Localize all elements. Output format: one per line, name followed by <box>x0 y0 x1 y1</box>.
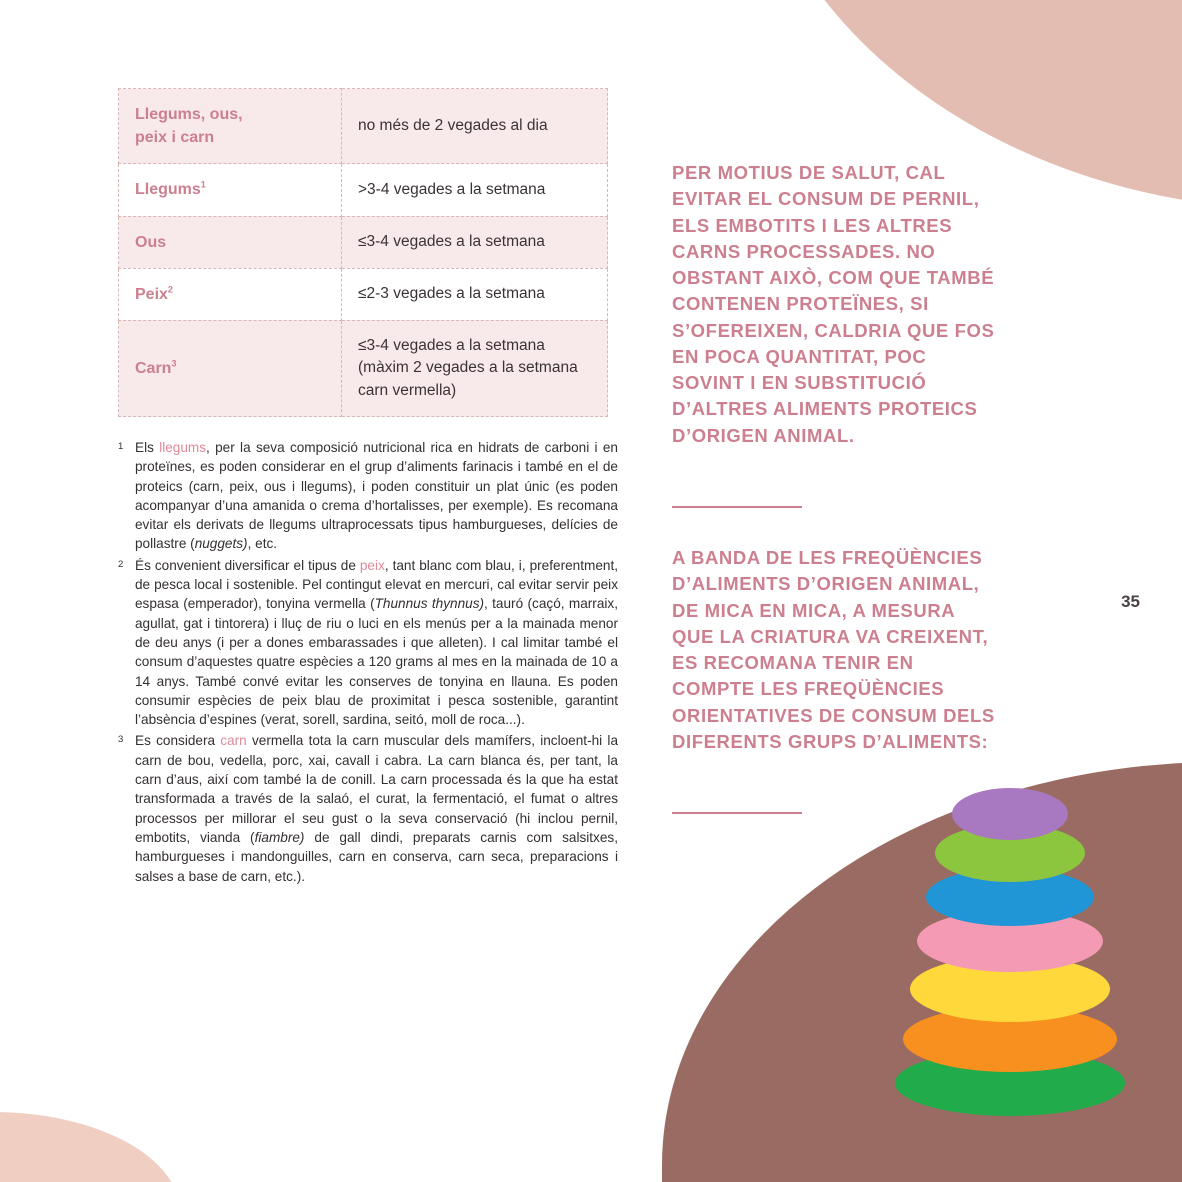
footnote-number: 1 <box>118 441 124 452</box>
value-line-1: ≤3-4 vegades a la setmana <box>358 336 545 354</box>
label-text: Carn <box>135 360 172 378</box>
table-cell-value: >3-4 vegades a la setmana <box>342 164 608 216</box>
label-text: Peix <box>135 285 168 303</box>
table-cell-label <box>119 216 342 268</box>
toy-ring-purple <box>952 788 1068 840</box>
table-row <box>119 268 608 320</box>
table-cell-label <box>119 89 342 164</box>
footnote-marker: 2 <box>167 284 173 295</box>
footnote-text: Els llegums, per la seva composició nutricional rica en hidrats de carboni i en proteïnes, es poden considerar en el grup d’aliments farinacis i també en el de proteics (carn, peix, ous i llegums), i poden constituir un plat únic (es poden acompanyar d’una amanida o crema d’hortalisses, per exemple). Es recomana evitar els derivats de llegums ultraprocessats tipus hamburgueses, delícies de pollastre (nuggets), etc. <box>135 440 618 552</box>
value-line-3: carn vermella) <box>358 381 457 399</box>
table-row <box>119 89 608 164</box>
table-row <box>119 216 608 268</box>
footnote-number: 3 <box>118 734 124 746</box>
frequency-table <box>118 88 608 417</box>
table-cell-label <box>119 320 342 416</box>
callout-frequency-note: A BANDA DE LES FREQÜÈNCIES D’ALIMENTS D’ORIGEN ANIMAL, DE MICA EN MICA, A MESURA QUE LA CRIATURA VA CREIXENT, ES RECOMANA TENIR EN COMPTE LES FREQÜÈNCIES ORIENTATIVES DE CONSUM DELS DIFERENTS GRUPS D’ALIMENTS: <box>672 547 995 752</box>
table-cell-label <box>119 164 342 216</box>
footnote-text: És convenient diversificar el tipus de peix, tant blanc com blau, i, preferentment, de pesca local i sostenible. Pel contingut elevat en mercuri, cal evitar servir peix espasa (emperador), tonyina vermella (Thunnus thynnus), tauró (caçó, marraix, agullat, gat i tintorera) i lluç de riu o luci en els menús per a la mainada menor de deu anys (i per a dones embarassades i que alleten). I cal limitar també el consum d’aquestes quatre espècies a 120 grams al mes en la mainada de 10 a 14 anys. També convé evitar les conserves de tonyina en llauna. Es poden consumir espècies de peix blau de proximitat i pesca sostenible, garantint l’absència d’espines (verat, sorell, sardina, seitó, moll de roca...). <box>135 557 618 728</box>
value-line-2: (màxim 2 vegades a la setmana <box>358 359 578 377</box>
table-row <box>119 164 608 216</box>
decorative-shape-bottom-left <box>0 1112 180 1182</box>
footnote-2 <box>118 556 618 730</box>
callout-divider <box>672 506 802 508</box>
table-row <box>119 320 608 416</box>
callout-health-note: PER MOTIUS DE SALUT, CAL EVITAR EL CONSUM DE PERNIL, ELS EMBOTITS I LES ALTRES CARNS PROCESSADES. NO OBSTANT AIXÒ, COM QUE TAMBÉ CONTENEN PROTEÏNES, SI S’OFEREIXEN, CALDRIA QUE FOS EN POCA QUANTITAT, POC SOVINT I EN SUBSTITUCIÓ D’ALTRES ALIMENTS PROTEICS D’ORIGEN ANIMAL. <box>672 162 995 446</box>
label-line-1: Llegums, ous, <box>135 106 243 123</box>
footnote-marker: 1 <box>200 180 206 191</box>
footnote-3 <box>118 731 618 885</box>
page-number: 35 <box>1121 592 1140 611</box>
callout-divider <box>672 812 802 814</box>
footnote-text: Es considera carn vermella tota la carn muscular dels mamífers, incloent-hi la carn de bou, vedella, porc, xai, cavall i cabra. La carn blanca és, per tant, la carn d’aus, així com també la de conill. La carn processada és la que ha estat transformada a través de la salaó, el curat, la fermentació, el fumat o altres processos per millorar el seu gust o la seva conservació (hi inclou pernil, embotits, vianda (fiambre) de gall dindi, preparats carnis com salsitxes, hamburgueses i mandonguilles, carn en conserva, carn seca, preparacions i salses a base de carn, etc.). <box>135 733 619 884</box>
frequency-table-container <box>118 88 608 417</box>
label-text: Llegums <box>135 181 201 199</box>
label-line-2: peix i carn <box>135 129 215 147</box>
table-cell-value <box>342 320 608 416</box>
table-cell-value: ≤3-4 vegades a la setmana <box>342 216 608 268</box>
footnote-marker: 3 <box>171 358 177 369</box>
footnotes-block <box>118 438 618 888</box>
footnote-1 <box>118 438 618 554</box>
table-cell-value: no més de 2 vegades al dia <box>342 89 608 164</box>
table-cell-label <box>119 268 342 320</box>
table-cell-value: ≤2-3 vegades a la setmana <box>342 268 608 320</box>
footnote-number: 2 <box>118 558 124 570</box>
stacking-ring-toy-illustration <box>890 788 1130 1118</box>
label-text: Ous <box>135 233 167 251</box>
